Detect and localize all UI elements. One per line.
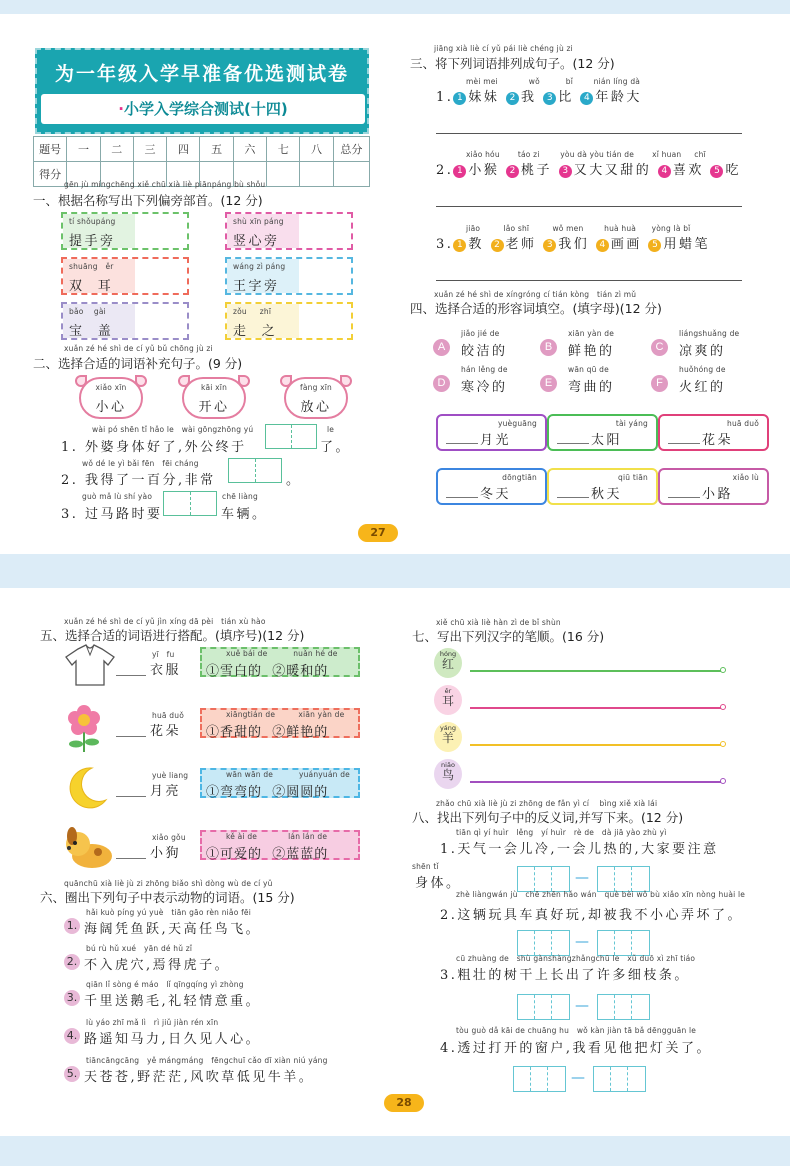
idiom-pinyin: hǎi kuò píng yú yuè tiān gāo rèn niǎo fēi	[86, 908, 252, 917]
grid-cell	[229, 459, 256, 482]
idiom-number: 3.	[64, 990, 80, 1006]
radical-pinyin: bǎo gài	[69, 307, 106, 316]
grid-cell	[552, 867, 569, 891]
antonym-box[interactable]	[513, 1066, 566, 1092]
adjective-option	[540, 329, 650, 359]
char-pinyin: ěr	[444, 687, 452, 695]
fill-blank-line[interactable]	[116, 736, 146, 737]
grid-cell	[518, 867, 535, 891]
char-text: 耳	[441, 694, 454, 708]
radical-pinyin: shù xīn páng	[233, 217, 284, 226]
option-letter: B	[540, 339, 557, 356]
fill-blank-line[interactable]	[116, 675, 146, 676]
option-letter: F	[651, 375, 668, 392]
idiom-text: 天苍苍,野茫茫,风吹草低见牛羊。	[84, 1070, 315, 1085]
radical-label	[227, 214, 299, 248]
grid-cell	[615, 867, 632, 891]
stroke-line[interactable]	[470, 781, 722, 783]
row-words	[436, 159, 741, 178]
grid-cell	[552, 931, 569, 955]
blank-word: 月光	[480, 433, 512, 448]
stroke-line[interactable]	[470, 707, 722, 709]
score-input-cell[interactable]	[300, 162, 333, 187]
word-text: 画画	[610, 237, 649, 252]
adjective-option	[433, 365, 543, 395]
adjective-option	[651, 329, 761, 359]
row-number: 3.	[436, 237, 454, 252]
row-pinyin: jiāo lǎo shī wǒ men huà huà yòng là bǐ	[466, 224, 691, 233]
subtitle-dot: ·	[118, 100, 124, 118]
idiom-pinyin: tiāncāngcāng yě mángmáng fēngchuī cǎo dī xiàn niú yáng	[86, 1056, 328, 1065]
subtitle-text: 小学入学综合测试(十四)	[123, 100, 288, 118]
blank-box[interactable]	[436, 414, 547, 451]
test-subtitle	[41, 94, 365, 124]
s7-pinyin: xiě chū xià liè hàn zì de bǐ shùn	[436, 618, 561, 627]
score-label-cell: 得分	[34, 162, 67, 187]
stroke-line[interactable]	[470, 744, 722, 746]
stroke-char	[434, 685, 462, 715]
word-number-badge: 2	[491, 239, 504, 252]
sentence-pinyin: wài pó shēn tǐ hǎo le wài gōngzhōng yú	[92, 425, 254, 434]
sentence-pinyin: tòu guò dǎ kāi de chuāng hu wǒ kàn jiàn tā bǎ dēngguān le	[456, 1026, 697, 1035]
word-number-badge: 3	[559, 165, 572, 178]
page-number: 28	[384, 1094, 424, 1112]
answer-line[interactable]	[436, 206, 742, 207]
option-pinyin: wān wān de yuányuán de	[226, 770, 350, 779]
word-text: 吃	[725, 163, 741, 178]
blank-pinyin: huā duǒ	[727, 419, 759, 428]
dash: —	[575, 870, 589, 886]
antonym-box[interactable]	[597, 866, 650, 892]
blank-word: 冬天	[480, 487, 512, 502]
fill-blank-line[interactable]	[116, 858, 146, 859]
option-tag	[200, 647, 360, 677]
word-text: 妹妹	[468, 90, 507, 105]
score-header-cell: 题号	[34, 137, 67, 162]
grid-cell	[615, 995, 632, 1019]
option-pinyin: huǒhóng de	[679, 365, 726, 374]
stroke-line-end	[720, 704, 726, 710]
radical-name: 双 耳	[69, 279, 114, 294]
blank-word: 花朵	[702, 433, 734, 448]
grid-cell	[514, 1067, 531, 1091]
option-pinyin: jiǎo jié de	[461, 329, 500, 338]
sentence-text: 2. 我得了一百分,非常	[61, 473, 216, 488]
score-input-cell[interactable]	[333, 162, 369, 187]
grid-cell	[548, 1067, 565, 1091]
item-word: 小狗	[150, 846, 182, 861]
word-text: 小猴	[468, 163, 507, 178]
test-title-banner	[35, 48, 369, 134]
option-tag	[200, 768, 360, 798]
blank-line	[668, 443, 700, 444]
stroke-char	[434, 722, 462, 752]
s4-pinyin: xuǎn zé hé shì de xíngróng cí tián kòng tián zì mǔ	[434, 290, 637, 299]
blank-word: 秋天	[591, 487, 623, 502]
page-number: 27	[358, 524, 398, 542]
option-pinyin: kě ài de lán lán de	[226, 832, 328, 841]
sentence-text: 了。	[320, 440, 352, 455]
answer-line[interactable]	[436, 133, 742, 134]
s6-title: 六、圈出下列句子中表示动物的词语。(15 分)	[40, 890, 295, 905]
blank-pinyin: dōngtiān	[502, 473, 537, 482]
char-pinyin: hóng	[439, 650, 457, 658]
idiom-text: 千里送鹅毛,礼轻情意重。	[84, 994, 262, 1009]
score-header-cell: 六	[233, 137, 266, 162]
sentence-pinyin: zhè liàngwán jù chē zhēn hǎo wán què bèi wǒ bù xiǎo xīn nòng huài le	[456, 890, 746, 899]
s3-pinyin: jiāng xià liè cí yǔ pái liè chéng jù zi	[434, 44, 573, 53]
s8-title: 八、找出下列句子中的反义词,并写下来。(12 分)	[412, 810, 684, 825]
antonym-box[interactable]	[517, 930, 570, 956]
word-text: 比	[558, 90, 581, 105]
page-27	[0, 14, 790, 554]
antonym-box[interactable]	[593, 1066, 646, 1092]
blank-box[interactable]	[547, 468, 658, 505]
s3-title: 三、将下列词语排列成句子。(12 分)	[410, 56, 615, 71]
radical-name: 走 之	[233, 324, 278, 339]
radical-box	[61, 212, 189, 250]
answer-grid[interactable]	[163, 491, 217, 516]
word-number-badge: 4	[658, 165, 671, 178]
s5-pinyin: xuǎn zé hé shì de cí yǔ jìn xíng dā pèi tián xù hào	[64, 617, 266, 626]
option-tag	[200, 830, 360, 860]
pig-word-card	[284, 377, 348, 419]
radical-answer-box[interactable]	[135, 304, 187, 338]
grid-cell	[632, 867, 649, 891]
blank-line	[668, 497, 700, 498]
blank-box[interactable]	[547, 414, 658, 451]
idiom-number: 2.	[64, 954, 80, 970]
radical-answer-box[interactable]	[299, 259, 351, 293]
idiom-pinyin: lù yáo zhī mǎ lì rì jiǔ jiàn rén xīn	[86, 1018, 219, 1027]
radical-label	[63, 214, 135, 248]
option-text: 火红的	[679, 380, 726, 395]
word-number-badge: 1	[453, 165, 466, 178]
word-number-badge: 3	[543, 92, 556, 105]
radical-label	[227, 304, 299, 338]
option-letter: E	[540, 375, 557, 392]
radical-name: 王字旁	[233, 279, 280, 294]
option-text: 鲜艳的	[568, 344, 615, 359]
option-pinyin: hán lěng de	[461, 365, 508, 374]
word-text: 开心	[198, 400, 230, 415]
row-number: 1.	[436, 90, 454, 105]
blank-line	[446, 497, 478, 498]
s1-title: 一、根据名称写出下列偏旁部首。(12 分)	[33, 193, 263, 208]
radical-label	[63, 304, 135, 338]
idiom-pinyin: bú rù hǔ xué yān dé hǔ zǐ	[86, 944, 193, 953]
word-number-badge: 2	[506, 92, 519, 105]
s2-title: 二、选择合适的词语补充句子。(9 分)	[33, 356, 243, 371]
grid-cell	[615, 931, 632, 955]
row-words	[436, 233, 710, 252]
char-pinyin: niǎo	[441, 761, 455, 769]
answer-grid[interactable]	[265, 424, 317, 449]
s6-pinyin: quānchū xià liè jù zi zhōng biǎo shì dòng wù de cí yǔ	[64, 879, 273, 888]
radical-name: 竖心旁	[233, 234, 280, 249]
char-text: 羊	[441, 731, 454, 745]
pig-word-card	[182, 377, 246, 419]
test-title: 为一年级入学早准备优选测试卷	[54, 63, 349, 85]
sentence-pinyin: tiān qì yí huìr lěng yí huìr rè de dà jiā yào zhù yì	[456, 828, 667, 837]
radical-box	[61, 257, 189, 295]
idiom-number: 4.	[64, 1028, 80, 1044]
sentence-text: 车辆。	[221, 507, 268, 522]
stroke-char	[434, 648, 462, 678]
word-pinyin: xiǎo xīn	[95, 383, 127, 392]
word-pinyin: fàng xīn	[299, 383, 332, 392]
option-pinyin: liángshuǎng de	[679, 329, 740, 338]
radical-answer-box[interactable]	[135, 259, 187, 293]
grid-cell	[552, 995, 569, 1019]
sentence-text: 3. 过马路时要	[61, 507, 163, 522]
dash: —	[571, 1070, 585, 1086]
option-text: 皎洁的	[461, 344, 508, 359]
grid-cell	[191, 492, 217, 515]
grid-cell	[594, 1067, 611, 1091]
blank-pinyin: tài yáng	[615, 419, 648, 428]
shirt-icon	[62, 643, 118, 691]
word-number-badge: 1	[453, 92, 466, 105]
blank-line	[446, 443, 478, 444]
blank-word: 小路	[702, 487, 734, 502]
option-text: 凉爽的	[679, 344, 726, 359]
score-input-cell[interactable]	[267, 162, 300, 187]
grid-cell	[598, 931, 615, 955]
word-text: 用蜡笔	[663, 237, 710, 252]
idiom-text: 不入虎穴,焉得虎子。	[84, 958, 231, 973]
word-number-badge: 5	[648, 239, 661, 252]
grid-cell	[611, 1067, 628, 1091]
sentence-text: 1. 外婆身体好了,外公终于	[61, 440, 247, 455]
answer-grid[interactable]	[228, 458, 282, 483]
sentence-pinyin: cū zhuàng de shù gànshàngzhǎngchū le xǔ duō xì zhī tiáo	[456, 954, 696, 963]
word-text: 我	[521, 90, 544, 105]
word-text: 我们	[558, 237, 596, 252]
sentence-text: 。	[286, 473, 302, 488]
char-text: 红	[441, 657, 454, 671]
dog-icon	[62, 826, 118, 876]
blank-line	[557, 497, 589, 498]
option-text: ①可爱的 ②蓝蓝的	[206, 847, 329, 862]
idiom-number: 1.	[64, 918, 80, 934]
blank-line	[557, 443, 589, 444]
option-text: ①香甜的 ②鲜艳的	[206, 725, 329, 740]
idiom-pinyin: qiān lǐ sòng é máo lǐ qīngqíng yì zhòng	[86, 980, 244, 989]
stroke-line-end	[720, 778, 726, 784]
idiom-number: 5.	[64, 1066, 80, 1082]
grid-cell	[632, 995, 649, 1019]
blank-box[interactable]	[658, 414, 769, 451]
sentence-text: 3.粗壮的树干上长出了许多细枝条。	[440, 968, 690, 983]
row-number: 2.	[436, 163, 454, 178]
s7-title: 七、写出下列汉字的笔顺。(16 分)	[412, 629, 605, 644]
moon-icon	[62, 764, 110, 814]
item-pinyin: huā duǒ	[152, 711, 184, 720]
char-pinyin: yáng	[439, 724, 457, 732]
grid-cell	[518, 995, 535, 1019]
word-number-badge: 1	[453, 239, 466, 252]
grid-cell	[266, 425, 292, 448]
sentence-text: 身体。	[415, 876, 462, 891]
radical-name: 宝 盖	[69, 324, 114, 339]
sentence-pinyin: le	[327, 425, 335, 434]
radical-box	[225, 302, 353, 340]
grid-cell	[598, 867, 615, 891]
score-header-cell: 八	[300, 137, 333, 162]
row-words	[436, 86, 642, 105]
word-number-badge: 2	[506, 165, 519, 178]
word-number-badge: 5	[710, 165, 723, 178]
word-text: 教	[468, 237, 491, 252]
blank-pinyin: qiū tiān	[618, 473, 648, 482]
answer-line[interactable]	[436, 280, 742, 281]
stroke-line-end	[720, 667, 726, 673]
radical-pinyin: tí shǒupáng	[69, 217, 116, 226]
sentence-pinyin: guò mǎ lù shí yào	[82, 492, 153, 501]
score-header-cell: 七	[267, 137, 300, 162]
word-number-badge: 4	[580, 92, 593, 105]
s8-pinyin: zhǎo chū xià liè jù zi zhōng de fǎn yì cí bìng xiě xià lái	[436, 799, 658, 808]
grid-cell	[531, 1067, 548, 1091]
sentence-text: 1.天气一会儿冷,一会儿热的,大家要注意	[440, 842, 719, 857]
word-text: 小心	[95, 400, 127, 415]
adjective-option	[540, 365, 650, 395]
sentence-text: 2.这辆玩具车真好玩,却被我不小心弄坏了。	[440, 908, 744, 923]
blank-box[interactable]	[436, 468, 547, 505]
grid-cell	[292, 425, 317, 448]
blank-pinyin: xiǎo lù	[732, 473, 759, 482]
item-pinyin: yuè liang	[152, 771, 189, 780]
option-text: 弯曲的	[568, 380, 615, 395]
sentence-pinyin: shēn tǐ	[412, 862, 439, 871]
item-word: 衣服	[150, 663, 182, 678]
radical-answer-box[interactable]	[135, 214, 187, 248]
grid-cell	[535, 867, 552, 891]
radical-pinyin: shuāng ěr	[69, 262, 114, 271]
adjective-option	[651, 365, 761, 395]
s4-title: 四、选择合适的形容词填空。(填字母)(12 分)	[410, 301, 662, 316]
score-header-cell: 五	[200, 137, 233, 162]
s5-title: 五、选择合适的词语进行搭配。(填序号)(12 分)	[40, 628, 305, 643]
word-text: 喜欢	[672, 163, 711, 178]
flower-icon	[62, 704, 106, 758]
word-pinyin: kāi xīn	[200, 383, 228, 392]
grid-cell	[598, 995, 615, 1019]
option-text: ①雪白的 ②暖和的	[206, 664, 329, 679]
score-header-cell: 三	[133, 137, 166, 162]
pig-word-card	[79, 377, 143, 419]
score-header-cell: 二	[100, 137, 133, 162]
option-letter: A	[433, 339, 450, 356]
blank-word: 太阳	[591, 433, 623, 448]
option-pinyin: xuě bái de nuǎn hé de	[226, 649, 338, 658]
item-word: 花朵	[150, 724, 182, 739]
radical-name: 提手旁	[69, 234, 116, 249]
grid-cell	[628, 1067, 645, 1091]
s2-pinyin: xuǎn zé hé shì de cí yǔ bǔ chōng jù zi	[64, 344, 213, 353]
adjective-option	[433, 329, 543, 359]
word-text: 年龄大	[595, 90, 642, 105]
word-number-badge: 4	[596, 239, 609, 252]
radical-label	[63, 259, 135, 293]
option-pinyin: xiān yàn de	[568, 329, 615, 338]
option-text: 寒冷的	[461, 380, 508, 395]
antonym-box[interactable]	[597, 994, 650, 1020]
s1-pinyin: gēn jù míngchēng xiě chū xià liè piānpáng bù shǒu	[64, 180, 266, 189]
row-pinyin: mèi mei wǒ bǐ nián líng dà	[466, 77, 641, 86]
antonym-box[interactable]	[597, 930, 650, 956]
sentence-text: 4.透过打开的窗户,我看见他把灯关了。	[440, 1041, 713, 1056]
item-pinyin: xiǎo gǒu	[152, 833, 186, 842]
word-text: 放心	[300, 400, 332, 415]
score-header-cell: 四	[167, 137, 200, 162]
grid-cell	[535, 931, 552, 955]
idiom-text: 海阔凭鱼跃,天高任鸟飞。	[84, 922, 262, 937]
option-text: ①弯弯的 ②圆圆的	[206, 785, 329, 800]
score-header-cell: 一	[67, 137, 100, 162]
row-pinyin: xiǎo hóu táo zi yòu dà yòu tián de xǐ huan chī	[466, 150, 706, 159]
word-text: 桃子	[521, 163, 559, 178]
grid-cell	[164, 492, 191, 515]
grid-cell	[256, 459, 282, 482]
blank-box[interactable]	[658, 468, 769, 505]
char-text: 鸟	[441, 768, 454, 782]
option-letter: D	[433, 375, 450, 392]
word-number-badge: 3	[543, 239, 556, 252]
antonym-box[interactable]	[517, 866, 570, 892]
idiom-text: 路遥知马力,日久见人心。	[84, 1032, 262, 1047]
page-28	[0, 588, 790, 1136]
word-text: 老师	[505, 237, 544, 252]
option-letter: C	[651, 339, 668, 356]
radical-answer-box[interactable]	[299, 214, 351, 248]
sentence-pinyin: wǒ dé le yì bǎi fēn fēi cháng	[82, 459, 199, 468]
stroke-line[interactable]	[470, 670, 722, 672]
radical-box	[225, 257, 353, 295]
grid-cell	[535, 995, 552, 1019]
score-header-cell: 总分	[333, 137, 369, 162]
item-pinyin: yī fu	[152, 650, 175, 659]
option-pinyin: wān qū de	[568, 365, 609, 374]
radical-box	[225, 212, 353, 250]
option-pinyin: xiāngtián de xiān yàn de	[226, 710, 345, 719]
antonym-box[interactable]	[517, 994, 570, 1020]
grid-cell	[632, 931, 649, 955]
stroke-line-end	[720, 741, 726, 747]
grid-cell	[518, 931, 535, 955]
radical-box	[61, 302, 189, 340]
sentence-pinyin: chē liàng	[222, 492, 258, 501]
radical-pinyin: wáng zì páng	[233, 262, 286, 271]
item-word: 月亮	[150, 784, 182, 799]
radical-pinyin: zǒu zhī	[233, 307, 272, 316]
word-text: 又大又甜的	[573, 163, 658, 178]
stroke-char	[434, 759, 462, 789]
blank-pinyin: yuèguāng	[497, 419, 537, 428]
radical-answer-box[interactable]	[299, 304, 351, 338]
fill-blank-line[interactable]	[116, 796, 146, 797]
radical-label	[227, 259, 299, 293]
dash: —	[575, 998, 589, 1014]
dash: —	[575, 934, 589, 950]
option-tag	[200, 708, 360, 738]
